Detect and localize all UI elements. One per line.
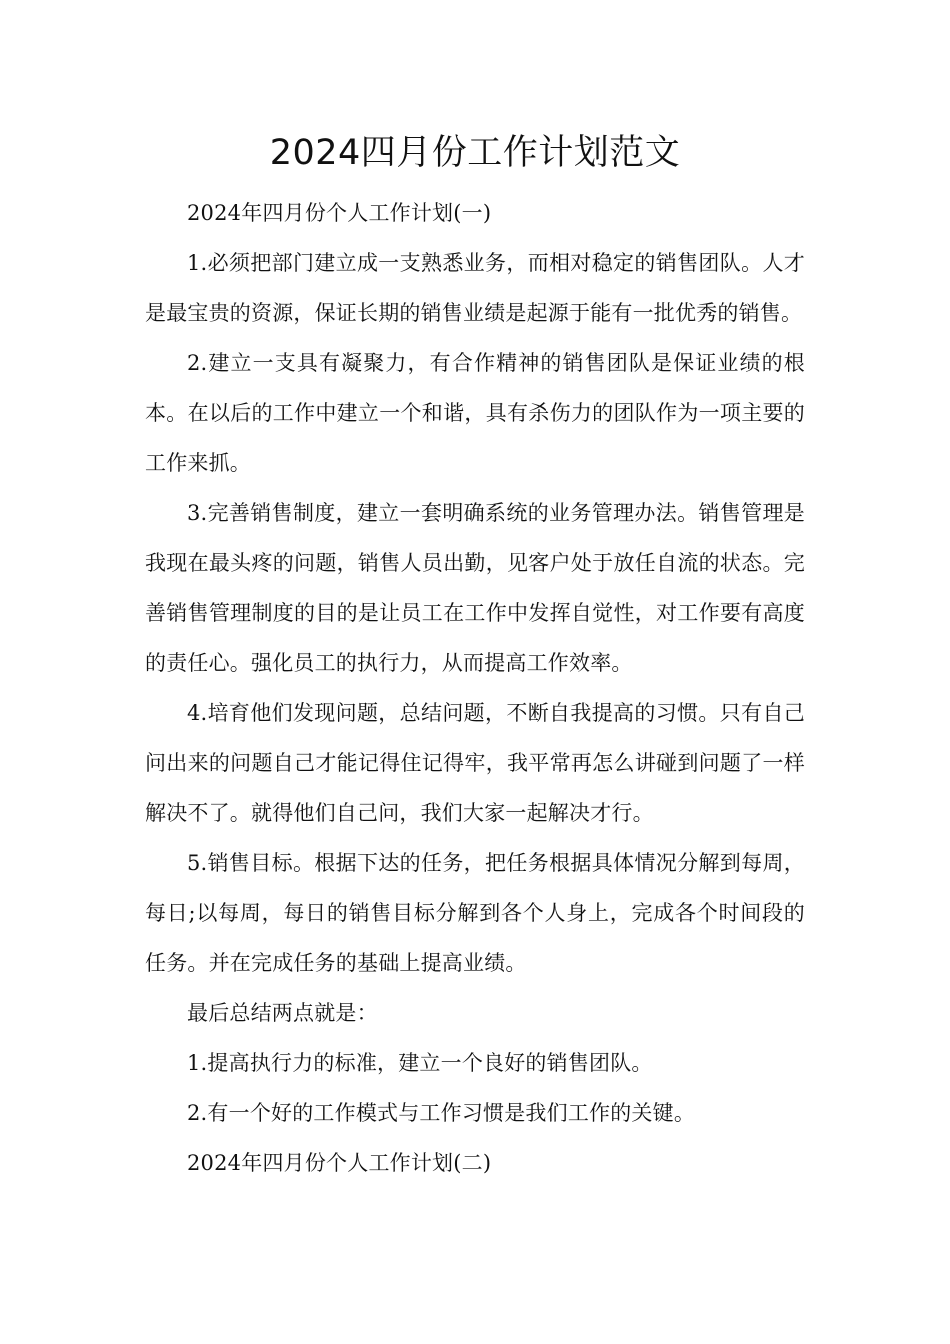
section-heading-plan-two: 2024年四月份个人工作计划(二): [187, 1151, 492, 1175]
paragraph-item-5: 5.销售目标。根据下达的任务，把任务根据具体情况分解到每周，每日;以每周，每日的销售目标分解到各个人身上，完成各个时间段的任务。并在完成任务的基础上提高业绩。: [145, 851, 805, 975]
paragraph-item-3: 3.完善销售制度，建立一套明确系统的业务管理办法。销售管理是我现在最头疼的问题，销售人员出勤，见客户处于放任自流的状态。完善销售管理制度的目的是让员工在工作中发挥自觉性，对工作要有高度的责任心。强化员工的执行力，从而提高工作效率。: [145, 501, 805, 675]
paragraph-item-4: 4.培育他们发现问题，总结问题，不断自我提高的习惯。只有自己问出来的问题自己才能记得住记得牢，我平常再怎么讲碰到问题了一样解决不了。就得他们自己问，我们大家一起解决才行。: [145, 701, 805, 825]
summary-heading: 最后总结两点就是：: [187, 1001, 378, 1025]
section-heading-plan-one: 2024年四月份个人工作计划(一): [187, 201, 492, 225]
document-title: 2024四月份工作计划范文: [269, 133, 681, 173]
summary-point-2: 2.有一个好的工作模式与工作习惯是我们工作的关键。: [187, 1101, 696, 1125]
paragraph-item-2: 2.建立一支具有凝聚力，有合作精神的销售团队是保证业绩的根本。在以后的工作中建立一个和谐，具有杀伤力的团队作为一项主要的工作来抓。: [145, 351, 805, 475]
summary-point-1: 1.提高执行力的标准，建立一个良好的销售团队。: [187, 1051, 653, 1075]
paragraph-item-1: 1.必须把部门建立成一支熟悉业务，而相对稳定的销售团队。人才是最宝贵的资源，保证长期的销售业绩是起源于能有一批优秀的销售。: [145, 251, 805, 325]
